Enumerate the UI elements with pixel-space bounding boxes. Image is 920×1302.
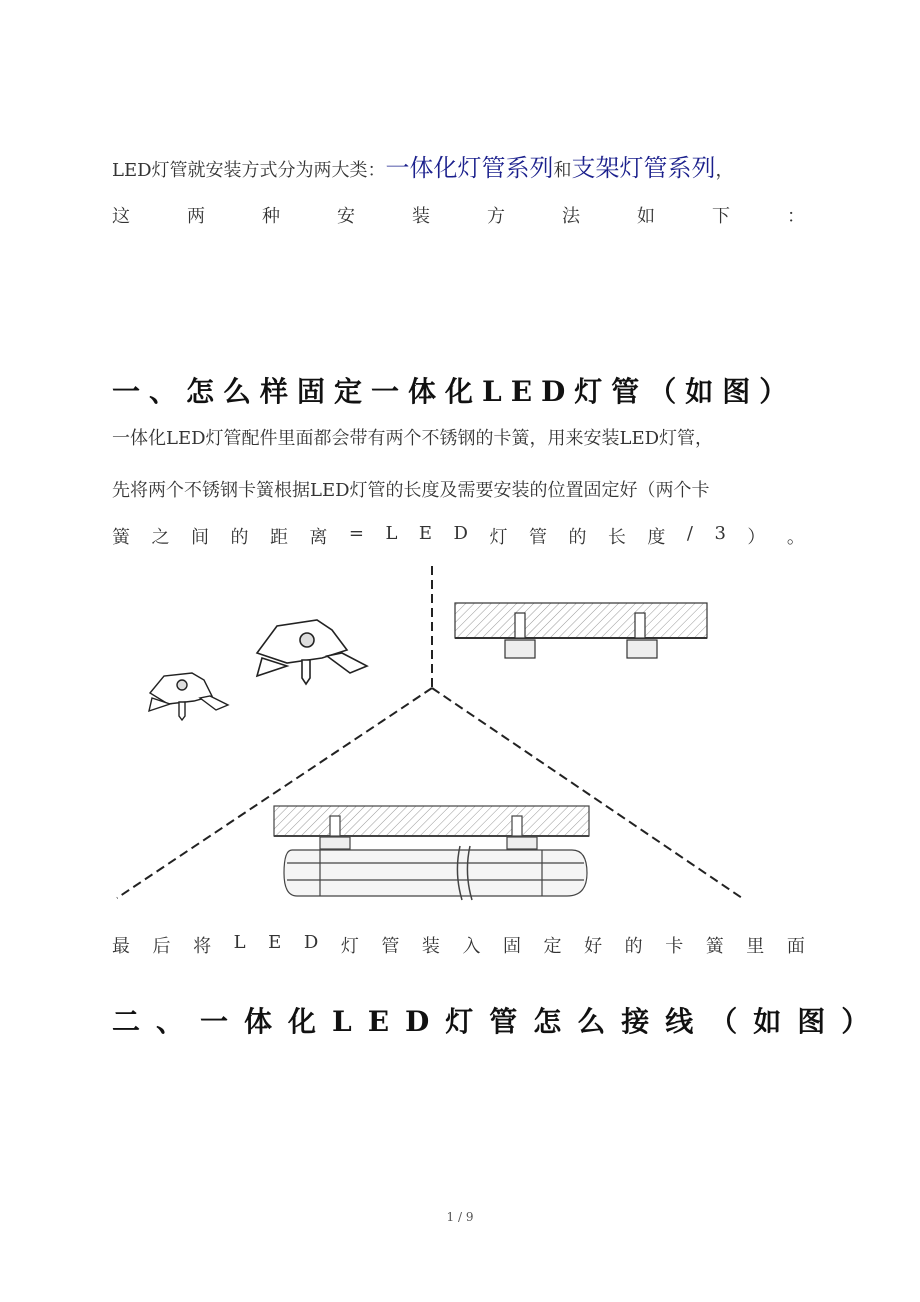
para-line3-char: 灯 xyxy=(489,527,508,548)
para-line3-char: 簧 xyxy=(112,527,130,548)
para-line3-char: 管 xyxy=(528,527,547,548)
intro-suffix: ， xyxy=(715,160,734,181)
caption-char: 的 xyxy=(624,936,643,957)
para-line3-char: 距 xyxy=(269,527,288,548)
para-line3-char: 长 xyxy=(607,527,626,548)
caption-char: 好 xyxy=(584,936,603,957)
intro-prefix: LED灯管就安装方式分为两大类： xyxy=(112,160,386,181)
para-line3-char: 3 xyxy=(714,523,726,544)
para-line3-char: E xyxy=(418,523,433,544)
para-line3-char: 间 xyxy=(190,527,209,548)
installed-led-tube xyxy=(274,806,589,900)
integrated-tube-series: 一体化灯管系列 xyxy=(385,154,554,182)
illustration-caption xyxy=(112,932,805,958)
caption-char: 卡 xyxy=(665,936,684,957)
para-line3-char: 的 xyxy=(568,527,587,548)
caption-char: 定 xyxy=(543,936,562,957)
para-line3-char: 度 xyxy=(647,527,666,548)
section1-para-line3 xyxy=(112,523,805,549)
para-line3-char: 之 xyxy=(151,527,170,548)
caption-char: 簧 xyxy=(705,936,724,957)
para-line3-char: / xyxy=(686,523,693,544)
intro-line2-char: ： xyxy=(787,206,805,227)
caption-char: 最 xyxy=(112,936,130,957)
intro-line2-char: 下 xyxy=(712,206,730,227)
para-line3-char: ） xyxy=(747,527,766,548)
intro-line2-char: 这 xyxy=(112,206,130,227)
intro-line2-char: 方 xyxy=(487,206,505,227)
caption-char: 管 xyxy=(381,936,400,957)
section1-para-line1: 一体化LED灯管配件里面都会带有两个不锈钢的卡簧，用来安装LED灯管， xyxy=(112,428,714,449)
intro-line2-char: 装 xyxy=(412,206,430,227)
page-number: 1 / 9 xyxy=(446,1210,474,1224)
para-line3-char: D xyxy=(453,523,468,544)
caption-char: 入 xyxy=(462,936,481,957)
caption-char: D xyxy=(303,932,319,953)
intro-line-2 xyxy=(112,202,805,228)
bracket-tube-series: 支架灯管系列 xyxy=(571,154,716,182)
intro-line2-char: 如 xyxy=(637,206,655,227)
caption-char: E xyxy=(268,932,282,953)
intro-line xyxy=(112,148,734,183)
caption-char: 装 xyxy=(421,936,440,957)
caption-char: 面 xyxy=(786,936,805,957)
para-line3-char: = xyxy=(348,523,364,544)
installation-illustration xyxy=(112,558,812,908)
para-line3-char: 。 xyxy=(786,527,805,548)
section1-para-line2: 先将两个不锈钢卡簧根据LED灯管的长度及需要安装的位置固定好（两个卡 xyxy=(112,480,710,501)
caption-char: 将 xyxy=(193,936,212,957)
section1-heading: 一、怎么样固定一体化LED灯管（如图） xyxy=(112,375,797,408)
intro-joiner: 和 xyxy=(553,160,572,181)
section2-heading: 二、一体化LED灯管怎么接线（如图） xyxy=(112,1005,886,1038)
caption-char: 后 xyxy=(152,936,171,957)
spring-clip-large-icon xyxy=(257,620,367,684)
intro-line2-char: 两 xyxy=(187,206,205,227)
para-line3-char: 的 xyxy=(230,527,249,548)
para-line3-char: 离 xyxy=(309,527,328,548)
spring-clip-small-icon xyxy=(149,673,228,720)
caption-char: 里 xyxy=(746,936,765,957)
intro-line2-char: 种 xyxy=(262,206,280,227)
caption-char: L xyxy=(233,932,246,953)
ceiling-mounted-clips xyxy=(455,603,707,658)
para-line3-char: L xyxy=(385,523,398,544)
caption-char: 固 xyxy=(503,936,521,957)
intro-line2-char: 法 xyxy=(562,206,580,227)
intro-line2-char: 安 xyxy=(337,206,355,227)
caption-char: 灯 xyxy=(340,936,359,957)
